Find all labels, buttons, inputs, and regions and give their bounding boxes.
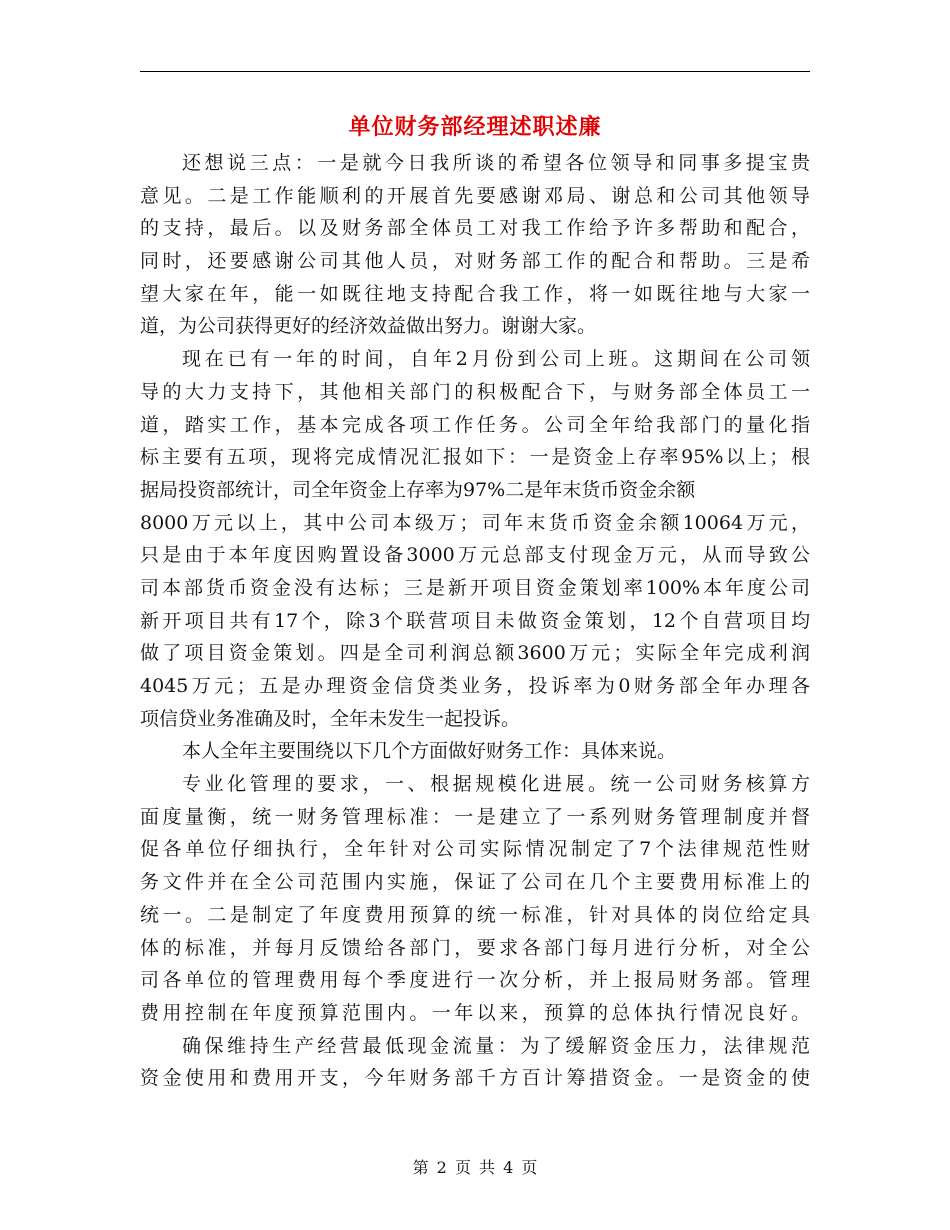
text-line: 体的标准，并每月反馈给各部门，要求各部门每月进行分析，对全公 bbox=[140, 936, 810, 959]
text-line: 8000万元以上，其中公司本级万；司年末货币资金余额10064万元， bbox=[140, 511, 810, 534]
text-line: 面度量衡，统一财务管理标准：一是建立了一系列财务管理制度并督 bbox=[140, 805, 810, 828]
text-line: 4045万元；五是办理资金信贷类业务，投诉率为0财务部全年办理各 bbox=[140, 675, 810, 697]
text-line: 还想说三点：一是就今日我所谈的希望各位领导和同事多提宝贵 bbox=[182, 152, 810, 174]
text-line: 促各单位仔细执行，全年针对公司实际情况制定了7个法律规范性财 bbox=[140, 838, 810, 861]
text-line: 现在已有一年的时间，自年2月份到公司上班。这期间在公司领 bbox=[182, 348, 810, 371]
text-line: 务文件并在全公司范围内实施，保证了公司在几个主要费用标准上的 bbox=[140, 871, 810, 894]
document-title: 单位财务部经理述职述廉 bbox=[348, 114, 602, 140]
text-line: 据局投资部统计，司全年资金上存率为97%二是年末货币资金余额 bbox=[140, 478, 696, 501]
text-line: 意见。二是工作能顺利的开展首先要感谢邓局、谢总和公司其他领导 bbox=[140, 184, 810, 207]
text-line: 项信贷业务准确及时，全年未发生一起投诉。 bbox=[140, 707, 521, 730]
document-body bbox=[140, 147, 810, 1095]
page-footer: 第 2 页 共 4 页 bbox=[412, 1158, 538, 1177]
text-line: 标主要有五项，现将完成情况汇报如下：一是资金上存率95%以上；根 bbox=[140, 446, 810, 469]
text-line: 新开项目共有17个，除3个联营项目未做资金策划，12个自营项目均 bbox=[140, 609, 810, 632]
text-line: 资金使用和费用开支，今年财务部千方百计筹措资金。一是资金的使 bbox=[140, 1067, 810, 1090]
text-line: 同时，还要感谢公司其他人员，对财务部工作的配合和帮助。三是希 bbox=[140, 250, 810, 273]
header-rule bbox=[140, 71, 810, 72]
text-line: 导的大力支持下，其他相关部门的积极配合下，与财务部全体员工一 bbox=[140, 380, 810, 403]
text-line: 道，为公司获得更好的经济效益做出努力。谢谢大家。 bbox=[140, 315, 597, 338]
text-line: 费用控制在年度预算范围内。一年以来，预算的总体执行情况良好。 bbox=[140, 1001, 810, 1024]
text-line: 道，踏实工作，基本完成各项工作任务。公司全年给我部门的量化指 bbox=[140, 413, 810, 436]
text-line: 确保维持生产经营最低现金流量：为了缓解资金压力，法律规范 bbox=[182, 1034, 810, 1057]
text-line: 望大家在年，能一如既往地支持配合我工作，将一如既往地与大家一 bbox=[140, 282, 810, 305]
text-line: 的支持，最后。以及财务部全体员工对我工作给予许多帮助和配合， bbox=[140, 217, 810, 240]
text-line: 司本部货币资金没有达标；三是新开项目资金策划率100%本年度公司 bbox=[140, 576, 810, 599]
text-line: 只是由于本年度因购置设备3000万元总部支付现金万元，从而导致公 bbox=[140, 544, 810, 567]
text-line: 司各单位的管理费用每个季度进行一次分析，并上报局财务部。管理 bbox=[140, 969, 810, 992]
text-line: 专业化管理的要求，一、根据规模化进展。统一公司财务核算方 bbox=[182, 773, 810, 796]
text-line: 本人全年主要围绕以下几个方面做好财务工作：具体来说。 bbox=[182, 740, 677, 763]
text-line: 做了项目资金策划。四是全司利润总额3600万元；实际全年完成利润 bbox=[140, 642, 810, 665]
text-line: 统一。二是制定了年度费用预算的统一标准，针对具体的岗位给定具 bbox=[140, 903, 810, 926]
